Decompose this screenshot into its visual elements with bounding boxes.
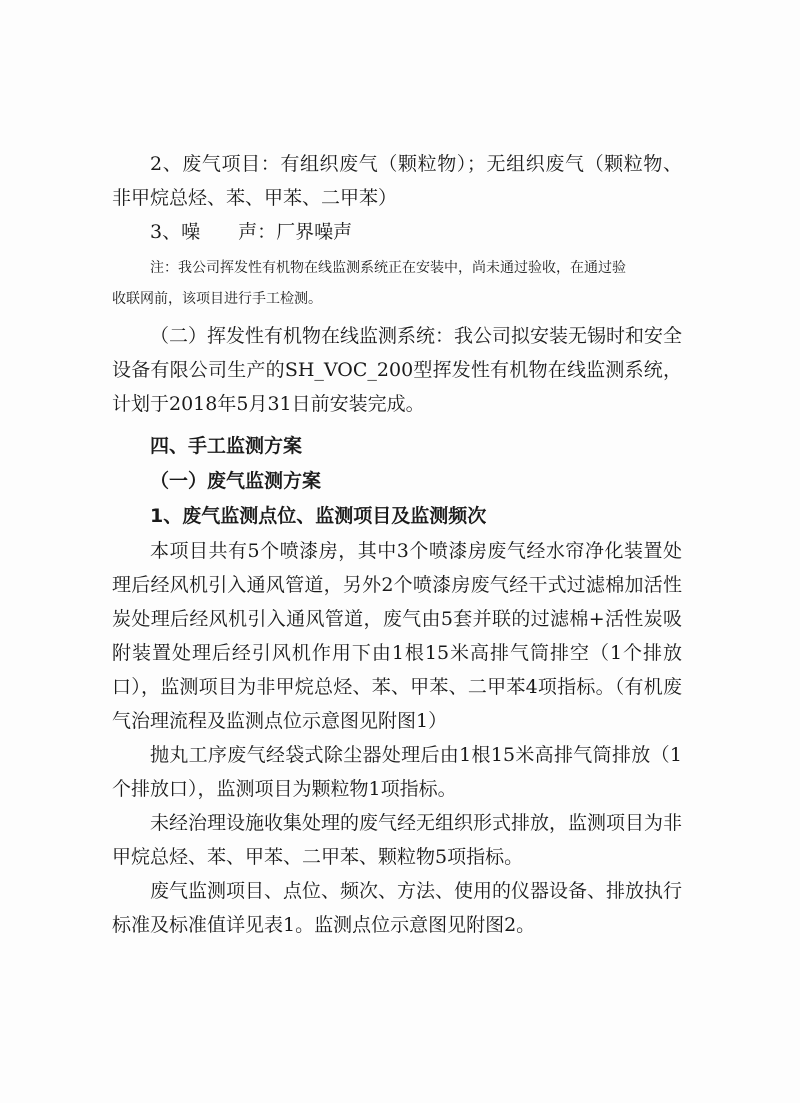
paragraph-project-description: 本项目共有5个喷漆房，其中3个喷漆房废气经水帘净化装置处理后经风机引入通风管道，另外2个喷漆房废气经干式过滤棉加活性炭处理后经风机引入通风管道，废气由5套并联的过滤棉+活性炭吸附装置处理后经引风机作用下由1根15米高排气筒排空（1个排放口），监测项目为非甲烷总烃、苯、甲苯、二甲苯4项指标。（有机废气治理流程及监测点位示意图见附图1） bbox=[112, 540, 682, 732]
note-block bbox=[112, 253, 682, 315]
paragraph-table-reference: 废气监测项目、点位、频次、方法、使用的仪器设备、排放执行标准及标准值详见表1。监测点位示意图见附图2。 bbox=[112, 880, 683, 936]
paragraph-noise: 3、噪 声：厂界噪声 bbox=[150, 221, 353, 243]
paragraph-shot-blasting: 抛丸工序废气经袋式除尘器处理后由1根15米高排气筒排放（1个排放口），监测项目为颗粒物1项指标。 bbox=[112, 744, 682, 800]
note-line-2: 收联网前，该项目进行手工检测。 bbox=[112, 291, 322, 307]
paragraph-fugitive-emission: 未经治理设施收集处理的废气经无组织形式排放，监测项目为非甲烷总烃、苯、甲苯、二甲苯、颗粒物5项指标。 bbox=[112, 812, 683, 868]
heading-subsection-1-1: 1、废气监测点位、监测项目及监测频次 bbox=[150, 505, 487, 527]
note-line-1: 注：我公司挥发性有机物在线监测系统正在安装中，尚未通过验收，在通过验 bbox=[150, 260, 626, 276]
paragraph-online-system: （二）挥发性有机物在线监测系统：我公司拟安装无锡时和安全设备有限公司生产的SH_VOC_200型挥发性有机物在线监测系统，计划于2018年5月31日前安装完成。 bbox=[112, 325, 683, 415]
document-body bbox=[112, 147, 682, 942]
paragraph-air-items: 2、废气项目：有组织废气（颗粒物）；无组织废气（颗粒物、非甲烷总烃、苯、甲苯、二甲苯） bbox=[112, 153, 682, 209]
heading-subsection-1: （一）废气监测方案 bbox=[150, 470, 322, 492]
heading-section-4: 四、手工监测方案 bbox=[150, 435, 303, 457]
